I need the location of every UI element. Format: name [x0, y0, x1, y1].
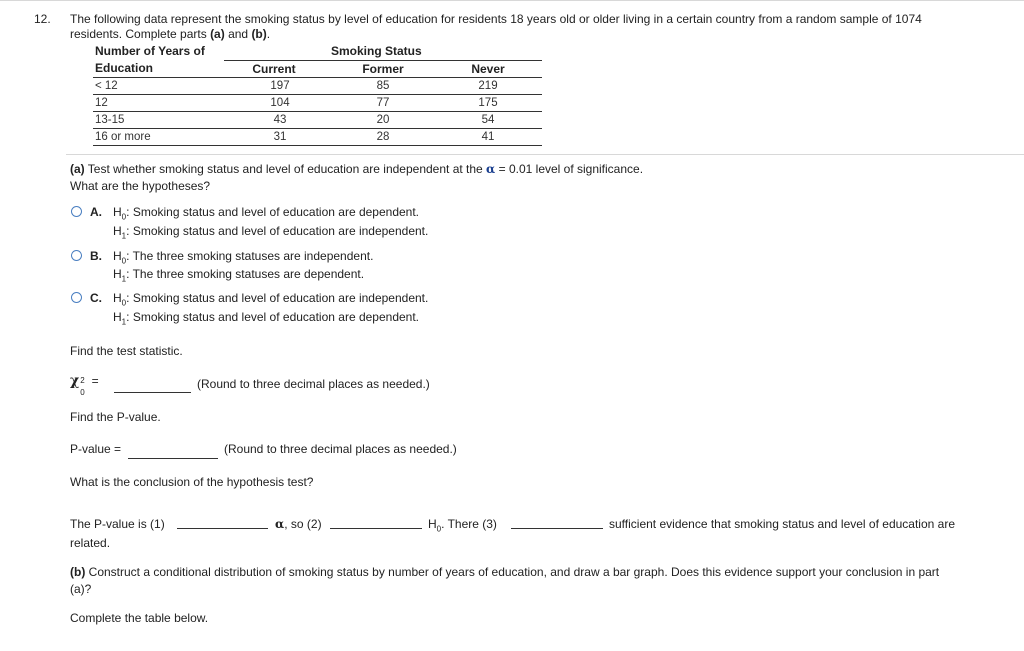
row-header-line2: Education — [95, 61, 154, 75]
row-label: 16 or more — [95, 131, 151, 143]
row-header-line1: Number of Years of — [95, 44, 205, 58]
problem-intro-line1: The following data represent the smoking status by level of education for residents 18 years old or older living in a certain country from a random sample of 1074 — [70, 12, 922, 26]
option-b-h1: $H_1$: The three smoking statuses are dependent. — [113, 267, 365, 284]
option-c-letter: C. — [90, 291, 102, 305]
cell-current: 43 — [273, 114, 287, 126]
row-rule — [93, 145, 542, 146]
dropdown-2-blank[interactable] — [330, 528, 422, 529]
conclusion-prompt: What is the conclusion of the hypothesis test? — [70, 475, 314, 489]
row-label: 13-15 — [95, 114, 125, 126]
conclusion-text-5: related. — [70, 536, 111, 550]
option-a-letter: A. — [90, 205, 102, 219]
conclusion-text-4: sufficient evidence that smoking status and level of education are — [609, 517, 955, 531]
cell-former: 77 — [376, 97, 390, 109]
part-b-question-line2: (a)? — [70, 582, 92, 596]
chi-round-note: (Round to three decimal places as needed.) — [197, 377, 430, 391]
row-label: < 12 — [95, 80, 118, 92]
group-header: Smoking Status — [331, 44, 422, 58]
option-a-h0: $H_0$: Smoking status and level of education are dependent. — [113, 205, 420, 222]
option-b-radio[interactable] — [71, 250, 82, 261]
row-rule — [93, 128, 542, 129]
option-a-h1: $H_1$: Smoking status and level of education are independent. — [113, 224, 429, 241]
option-a-radio[interactable] — [71, 206, 82, 217]
cell-never: 41 — [481, 131, 495, 143]
col-header-current: Current — [252, 62, 296, 76]
chi-square-label: χ 2 0 = — [70, 373, 99, 397]
conclusion-text-3: $H_0$. There (3) — [428, 517, 497, 534]
find-p-value: Find the P-value. — [70, 410, 161, 424]
option-c-h0: $H_0$: Smoking status and level of education are independent. — [113, 291, 429, 308]
col-header-never: Never — [471, 62, 505, 76]
cell-current: 31 — [273, 131, 287, 143]
hypotheses-prompt: What are the hypotheses? — [70, 179, 211, 193]
option-c-h1: $H_1$: Smoking status and level of education are dependent. — [113, 310, 420, 327]
cell-never: 175 — [478, 97, 498, 109]
cell-current: 104 — [270, 97, 290, 109]
chi-square-input[interactable] — [114, 376, 191, 393]
option-c-radio[interactable] — [71, 292, 82, 303]
problem-intro-line2: residents. Complete parts (a) and (b). — [70, 27, 271, 41]
option-b-h0: $H_0$: The three smoking statuses are independent. — [113, 249, 374, 266]
group-header-rule — [224, 60, 542, 61]
top-border — [0, 0, 1024, 1]
conclusion-text-1: The P-value is (1) — [70, 517, 165, 531]
cell-never: 219 — [478, 80, 498, 92]
p-value-label: P-value = — [70, 442, 122, 456]
conclusion-text-2: α, so (2) — [275, 517, 322, 531]
row-rule — [93, 111, 542, 112]
option-b-letter: B. — [90, 249, 102, 263]
section-divider — [66, 154, 1024, 155]
cell-current: 197 — [270, 80, 290, 92]
cell-former: 85 — [376, 80, 390, 92]
dropdown-1-blank[interactable] — [177, 528, 268, 529]
find-test-statistic: Find the test statistic. — [70, 344, 183, 358]
row-label: 12 — [95, 97, 108, 109]
p-value-input[interactable] — [128, 442, 218, 459]
complete-table-prompt: Complete the table below. — [70, 611, 209, 625]
col-header-former: Former — [362, 62, 404, 76]
cell-former: 28 — [376, 131, 390, 143]
p-round-note: (Round to three decimal places as needed.) — [224, 442, 457, 456]
part-a-question: (a) Test whether smoking status and level of education are independent at the α = 0.01 level of significance. — [70, 162, 644, 176]
dropdown-3-blank[interactable] — [511, 528, 603, 529]
row-rule — [93, 94, 542, 95]
cell-former: 20 — [376, 114, 390, 126]
problem-number: 12. — [34, 12, 51, 26]
part-b-question: (b) Construct a conditional distribution of smoking status by number of years of education, and draw a bar graph. Does this evidence support your conclusion in part — [70, 565, 940, 579]
cell-never: 54 — [481, 114, 495, 126]
header-rule — [93, 77, 542, 78]
